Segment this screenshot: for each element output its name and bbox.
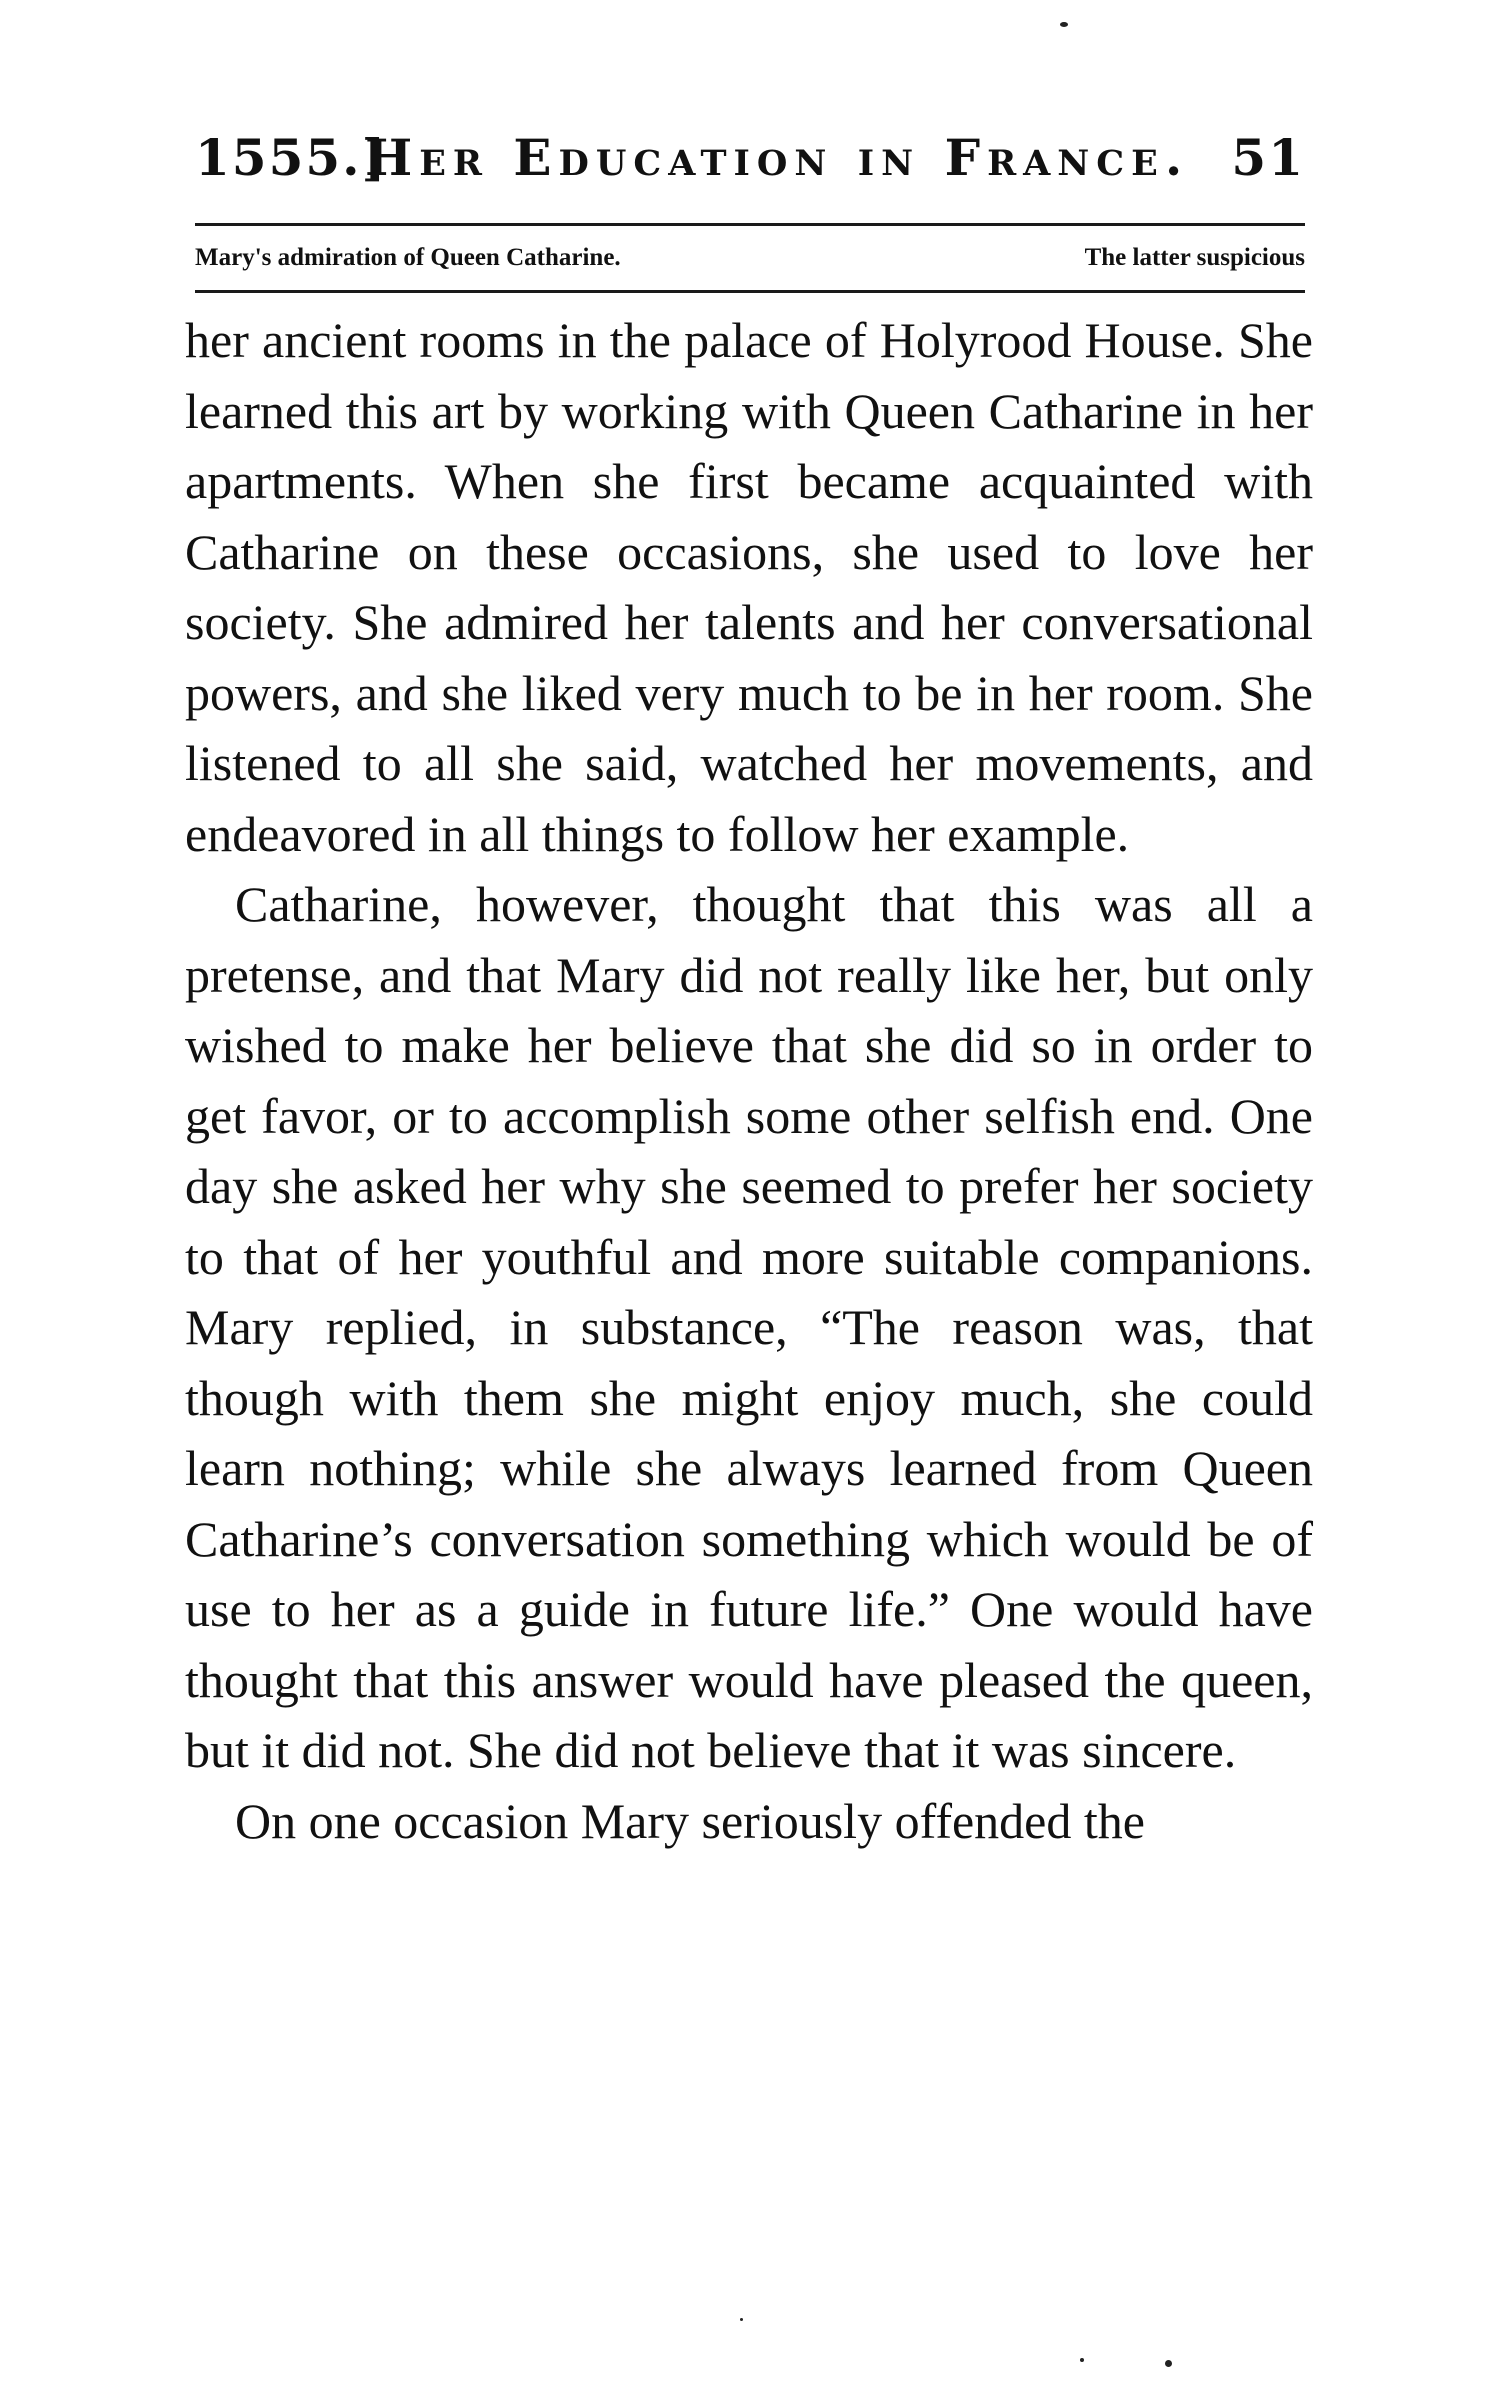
scan-speck <box>1080 2358 1084 2362</box>
paragraph-1: her ancient rooms in the palace of Holyrood House. She learned this art by working with Queen Catharine in her apartments. When she first became acquainted with Catharine on these occasions, she used to love her society. She admired her talents and her conversational powers, and she liked very much to be in her room. She listened to all she said, watched her movements, and endeavored in all things to follow her example. <box>185 312 1313 862</box>
paragraph-3: On one occasion Mary seriously offended the <box>235 1792 1145 1849</box>
header-title: Her Education in France. <box>365 128 1190 187</box>
sidenote-left: Mary's admiration of Queen Catharine. <box>195 244 621 271</box>
scan-speck <box>740 2318 743 2321</box>
body-text <box>185 305 1313 1856</box>
page-number: 51 <box>1231 128 1305 187</box>
paragraph-2: Catharine, however, thought that this was all a pretense, and that Mary did not really like her, but only wished to make her believe that she did so in order to get favor, or to accomplish some other selfish end. One day she asked her why she seemed to prefer her society to that of her youthful and more suitable companions. Mary replied, in substance, “The reason was, that though with them she might enjoy much, she could learn nothing; while she always learned from Queen Catharine’s conversation something which would be of use to her as a guide in future life.” One would have thought that this answer would have pleased the queen, but it did not. She did not believe that it was sincere. <box>185 876 1313 1778</box>
header-rule-bottom <box>195 290 1305 293</box>
sidenote-right: The latter suspicious <box>1084 244 1305 271</box>
sidenote-line <box>195 244 1305 284</box>
scan-speck <box>1060 22 1068 27</box>
header-rule-top <box>195 223 1305 226</box>
scan-speck <box>1165 2360 1172 2367</box>
header-year: 1555.] <box>195 128 388 187</box>
running-head <box>195 128 1305 208</box>
